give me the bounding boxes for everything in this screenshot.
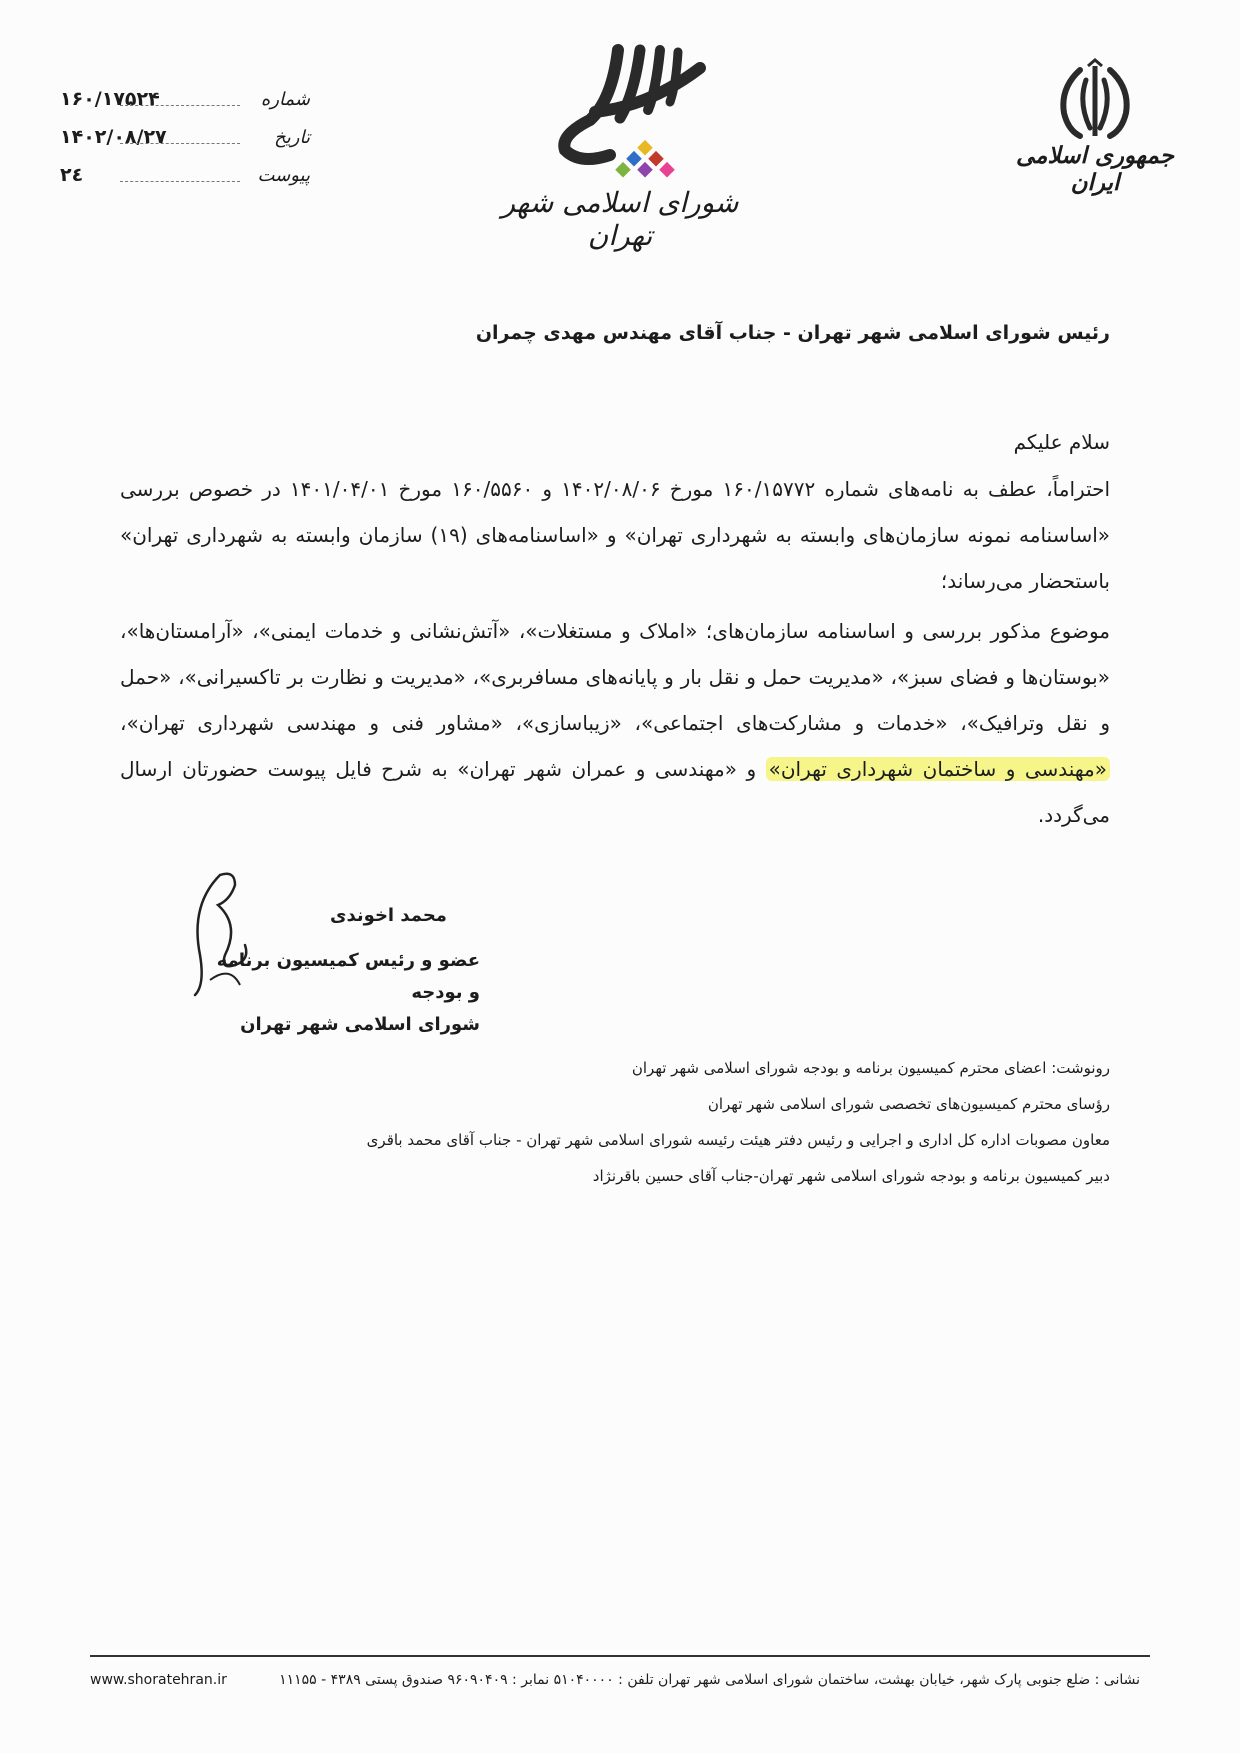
iran-emblem-icon [1050,58,1140,148]
copy-recipient: معاون مصوبات اداره کل اداری و اجرایی و رئیس دفتر هیئت رئیسه شورای اسلامی شهر تهران - جناب آقای محمد باقری [366,1131,1110,1149]
copy-recipient: دبیر کمیسیون برنامه و بودجه شورای اسلامی شهر تهران-جناب آقای حسین باقرنژاد [592,1167,1110,1185]
signatory-title-line-2: شورای اسلامی شهر تهران [240,1014,480,1035]
footer-divider [90,1655,1150,1657]
highlighted-text: «مهندسی و ساختمان شهرداری تهران» [766,757,1110,781]
signatory-title-line-1: عضو و رئیس کمیسیون برنامه و بودجه [216,950,480,1003]
addressee: رئیس شورای اسلامی شهر تهران - جناب آقای مهندس مهدی چمران [475,322,1110,344]
greeting: سلام علیکم [1013,430,1110,454]
body-paragraph-2 [120,608,1110,838]
letter-date-field [60,120,310,154]
signatory-name: محمد اخوندی [330,905,447,926]
attachment-value: ۲٤ [60,164,84,186]
emblem-caption: جمهوری اسلامی ایران [1016,142,1174,196]
letter-date-value: ۱۴۰۲/۰۸/۲۷ [60,126,167,148]
body-paragraph-1: احتراماً، عطف به نامه‌های شماره ۱۶۰/۱۵۷۷۲ مورخ ۱۴۰۲/۰۸/۰۶ و ۱۶۰/۵۵۶۰ مورخ ۱۴۰۱/۰۴/۰۱ در خصوص بررسی «اساسنامه نمونه سازمان‌های وابسته به شهرداری تهران» و «اساسنامه‌های (۱۹) سازمان وابسته به شهرداری تهران» باستحضار می‌رساند؛ [120,477,1111,593]
divider [120,143,240,144]
copy-recipient: رونوشت: اعضای محترم کمیسیون برنامه و بودجه شورای اسلامی شهر تهران [631,1059,1110,1077]
letter-number-label: شماره [260,89,310,110]
attachment-label: پیوست [257,165,310,186]
divider [120,105,240,106]
signatory-title [200,945,480,1041]
paragraph-text: موضوع مذکور بررسی و اساسنامه سازمان‌های؛ «املاک و مستغلات»، «آتش‌نشانی و خدمات ایمنی»، «آرامستان‌ها»، «بوستان‌ها و فضای سبز»، «مدیریت حمل و نقل بار و پایانه‌های مسافربری»، «مدیریت و نظارت بر تاکسیرانی»، «حمل و نقل وترافیک»، «خدمات و مشارکت‌های اجتماعی»، «زیباسازی»، «مشاور فنی و مهندسی شهرداری تهران»، [120,619,1110,735]
attachment-field [60,158,310,192]
council-name: شورای اسلامی شهر تهران [501,186,739,252]
footer-website: www.shoratehran.ir [90,1672,227,1688]
copies-list [110,1050,1110,1194]
paragraph-text: و «مهندسی و عمران شهر تهران» به شرح فایل پیوست حضورتان ارسال می‌گردد. [120,757,1110,827]
divider [120,181,240,182]
copy-recipient: رؤسای محترم کمیسیون‌های تخصصی شورای اسلامی شهر تهران [707,1095,1110,1113]
letter-date-label: تاریخ [274,127,310,148]
letter-number-value: ۱۶۰/۱۷۵۲۴ [60,88,160,110]
letter-number-field [60,82,310,116]
footer-address: نشانی : ضلع جنوبی پارک شهر، خیابان بهشت، ساختمان شورای اسلامی شهر تهران تلفن : ۵۱۰۴۰۰۰۰ نمابر : ۹۶۰۹۰۴۰۹ صندوق پستی ۴۳۸۹ - ۱۱۱۵۵ [279,1672,1140,1688]
